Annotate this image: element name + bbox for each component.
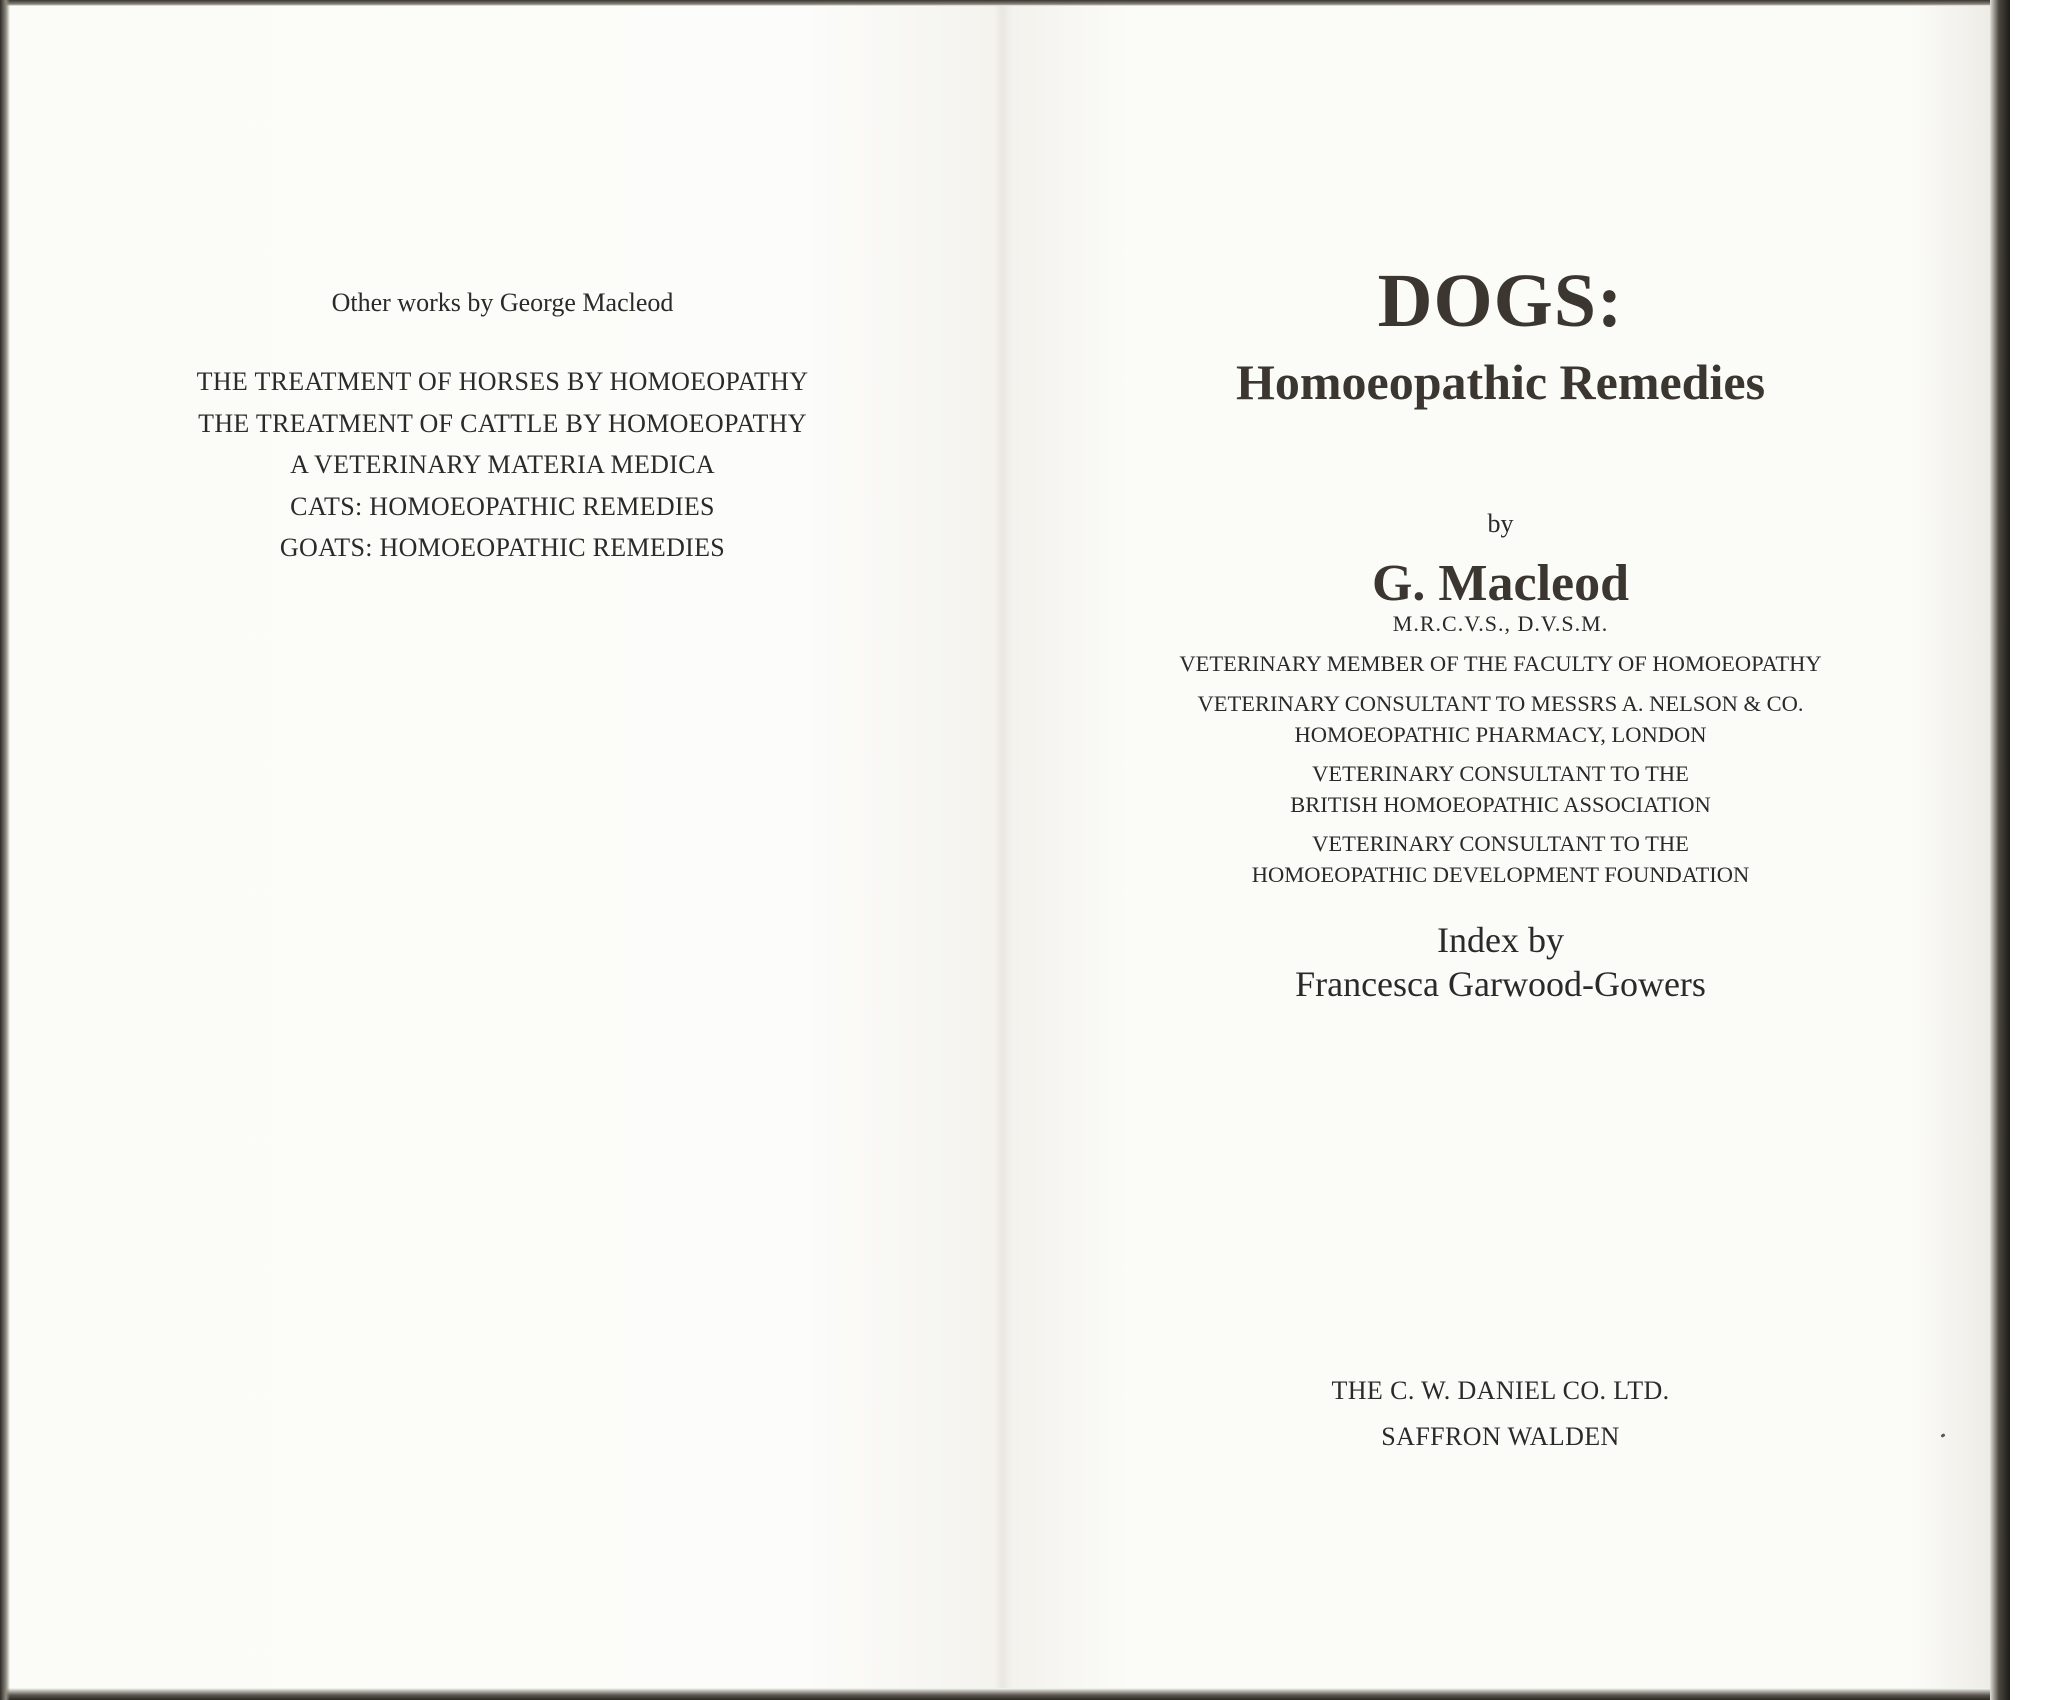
other-works-list xyxy=(10,361,995,569)
book-cover-edge xyxy=(1990,0,2010,1700)
role-line: HOMOEOPATHIC PHARMACY, LONDON xyxy=(1294,722,1707,747)
author-credentials: M.R.C.V.S., D.V.S.M. xyxy=(1392,611,1609,636)
scan-background xyxy=(2010,0,2047,1700)
author-name: G. Macleod xyxy=(1371,555,1630,612)
role-line: HOMOEOPATHIC DEVELOPMENT FOUNDATION xyxy=(1251,862,1750,887)
book-title: DOGS: xyxy=(1377,259,1624,343)
work-title: A VETERINARY MATERIA MEDICA xyxy=(290,450,715,479)
work-title: GOATS: HOMOEOPATHIC REMEDIES xyxy=(279,533,726,562)
role-line: VETERINARY MEMBER OF THE FACULTY OF HOMOEOPATHY xyxy=(1179,651,1822,676)
book-subtitle: Homoeopathic Remedies xyxy=(1235,354,1766,410)
author-roles xyxy=(1011,648,1990,890)
by-label: by xyxy=(1487,509,1514,538)
work-title: THE TREATMENT OF CATTLE BY HOMOEOPATHY xyxy=(198,408,807,438)
publisher-name: THE C. W. DANIEL CO. LTD. xyxy=(1331,1376,1670,1405)
index-credit xyxy=(1011,918,1990,1006)
other-works-heading: Other works by George Macleod xyxy=(331,288,674,317)
role-line: BRITISH HOMOEOPATHIC ASSOCIATION xyxy=(1290,792,1711,817)
role-line: VETERINARY CONSULTANT TO MESSRS A. NELSON & CO. xyxy=(1197,691,1804,716)
role-line: VETERINARY CONSULTANT TO THE xyxy=(1312,831,1689,856)
work-title: THE TREATMENT OF HORSES BY HOMOEOPATHY xyxy=(196,367,809,396)
page-top-edge xyxy=(0,0,2047,6)
work-title: CATS: HOMOEOPATHIC REMEDIES xyxy=(290,491,715,521)
page-left-edge xyxy=(0,0,10,1700)
book-gutter xyxy=(995,6,1011,1688)
title-page xyxy=(1011,6,1990,1688)
page-bottom-edge xyxy=(0,1688,2047,1700)
index-label: Index by xyxy=(1437,920,1564,960)
index-author: Francesca Garwood-Gowers xyxy=(1295,964,1706,1004)
publisher-imprint xyxy=(1011,1368,1990,1460)
left-page xyxy=(10,6,995,1688)
publisher-place: SAFFRON WALDEN xyxy=(1381,1422,1620,1451)
role-line: VETERINARY CONSULTANT TO THE xyxy=(1312,761,1689,786)
